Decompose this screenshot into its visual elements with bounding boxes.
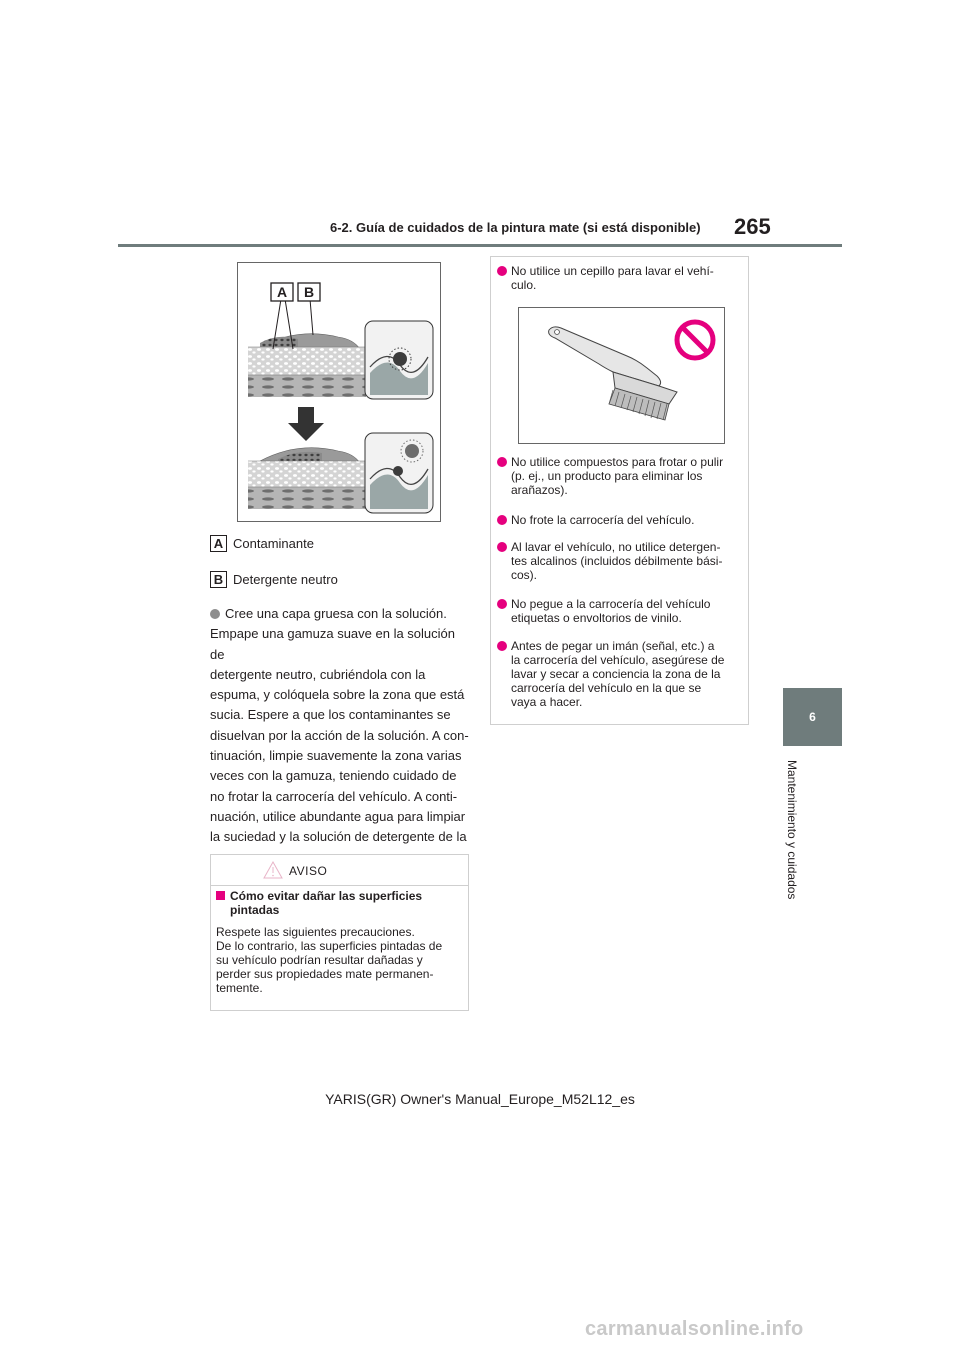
list-item-line: No utilice compuestos para frotar o pulir bbox=[511, 455, 724, 469]
list-item-line: vaya a hacer. bbox=[511, 695, 583, 709]
warning-body-line: Respete las siguientes precauciones. bbox=[216, 925, 415, 939]
gray-bullet-icon bbox=[210, 609, 220, 619]
warning-box bbox=[210, 854, 469, 1011]
list-item-line: Antes de pegar un imán (señal, etc.) a bbox=[511, 639, 715, 653]
list-item-line: carrocería del vehículo en la que se bbox=[511, 681, 702, 695]
callout-labels bbox=[271, 283, 320, 301]
instruction-lead bbox=[210, 604, 470, 624]
magenta-bullet-icon bbox=[497, 515, 507, 525]
caution-list-box bbox=[490, 256, 749, 725]
warning-body-line: De lo contrario, las superficies pintadas de bbox=[216, 939, 443, 953]
warning-title: AVISO bbox=[289, 864, 328, 878]
list-item-line: Al lavar el vehículo, no utilice detergen- bbox=[511, 540, 721, 554]
down-arrow-icon bbox=[288, 407, 324, 441]
list-item bbox=[497, 540, 741, 582]
chapter-tab-label bbox=[785, 760, 815, 920]
warning-triangle-icon bbox=[263, 861, 283, 879]
legend-letter-a: A bbox=[210, 535, 227, 552]
list-item-line: No frote la carrocería del vehículo. bbox=[511, 513, 695, 527]
instruction-line: veces con la gamuza, teniendo cuidado de bbox=[210, 768, 457, 784]
magnified-view-lower bbox=[365, 433, 433, 513]
prohibition-icon bbox=[677, 322, 713, 358]
warning-body-line: perder sus propiedades mate permanen- bbox=[216, 967, 434, 981]
instruction-line: detergente neutro, cubriéndola con la bbox=[210, 666, 426, 682]
instruction-paragraph bbox=[210, 604, 470, 868]
list-item-line: No utilice un cepillo para lavar el vehí- bbox=[511, 264, 714, 278]
list-item bbox=[497, 264, 741, 292]
warning-body-line: su vehículo podrían resultar dañadas y bbox=[216, 953, 423, 967]
brush-icon bbox=[549, 327, 677, 420]
instruction-line: nuación, utilice abundante agua para limpiar bbox=[210, 808, 466, 824]
list-item-line: lavar y secar a conciencia la zona de la bbox=[511, 667, 721, 681]
list-item-line: arañazos). bbox=[511, 483, 568, 497]
warning-body bbox=[216, 925, 461, 995]
instruction-line: no frotar la carrocería del vehículo. A conti- bbox=[210, 788, 458, 804]
section-title: 6-2. Guía de cuidados de la pintura mate (si está disponible) bbox=[330, 220, 701, 235]
instruction-lead-text: Cree una capa gruesa con la solución. bbox=[225, 606, 447, 621]
legend-letter-b: B bbox=[210, 571, 227, 588]
list-item-line: cos). bbox=[511, 568, 538, 582]
instruction-line: la suciedad y la solución de detergente de la bbox=[210, 829, 467, 845]
instruction-line: disuelvan por la acción de la solución. A con- bbox=[210, 727, 469, 743]
contaminant-illustration bbox=[237, 262, 441, 522]
magenta-bullet-icon bbox=[497, 599, 507, 609]
list-item bbox=[497, 597, 741, 625]
magenta-bullet-icon bbox=[497, 266, 507, 276]
manual-footer: YARIS(GR) Owner's Manual_Europe_M52L12_es bbox=[325, 1091, 635, 1107]
callout-b-text: B bbox=[303, 284, 315, 300]
prohibited-brush-diagram bbox=[519, 308, 724, 443]
magenta-bullet-icon bbox=[497, 457, 507, 467]
list-item-line: tes alcalinos (incluidos débilmente bási- bbox=[511, 554, 723, 568]
instruction-line: espuma, y colóquela sobre la zona que está bbox=[210, 687, 465, 703]
chapter-tab-text: Mantenimiento y cuidados bbox=[785, 760, 799, 900]
list-item bbox=[497, 513, 741, 527]
brush-illustration bbox=[518, 307, 725, 444]
instruction-line: tinuación, limpie suavemente la zona varias bbox=[210, 748, 462, 764]
chapter-tab-number[interactable]: 6 bbox=[783, 688, 842, 746]
legend-text-b: Detergente neutro bbox=[233, 572, 338, 587]
warning-subtitle bbox=[216, 889, 461, 917]
legend-text-a: Contaminante bbox=[233, 536, 314, 551]
list-item bbox=[497, 639, 741, 709]
warning-body-line: temente. bbox=[216, 981, 263, 995]
magnified-view-upper bbox=[365, 321, 433, 399]
lower-layers bbox=[248, 448, 366, 509]
paint-layer-diagram bbox=[238, 263, 440, 521]
upper-layers bbox=[248, 334, 366, 397]
site-watermark[interactable]: carmanualsonline.info bbox=[585, 1318, 804, 1340]
list-item-line: la carrocería del vehículo, asegúrese de bbox=[511, 653, 725, 667]
callout-a-text: A bbox=[276, 284, 288, 300]
instruction-line: Empape una gamuza suave en la solución de bbox=[210, 626, 455, 662]
warning-header bbox=[211, 855, 468, 886]
legend-item-detergent bbox=[210, 571, 338, 588]
list-item-line: culo. bbox=[511, 278, 537, 292]
list-item-line: No pegue a la carrocería del vehículo bbox=[511, 597, 711, 611]
legend-item-contaminant bbox=[210, 535, 314, 552]
magenta-bullet-icon bbox=[497, 641, 507, 651]
page-number: 265 bbox=[734, 214, 771, 239]
list-item-line: etiquetas o envoltorios de vinilo. bbox=[511, 611, 682, 625]
list-item-line: (p. ej., un producto para eliminar los bbox=[511, 469, 703, 483]
header-rule bbox=[118, 244, 842, 247]
magenta-square-icon bbox=[216, 891, 225, 900]
magenta-bullet-icon bbox=[497, 542, 507, 552]
instruction-line: sucia. Espere a que los contaminantes se bbox=[210, 707, 451, 723]
warning-subtitle-line: pintadas bbox=[230, 903, 280, 917]
list-item bbox=[497, 455, 741, 497]
warning-subtitle-line: Cómo evitar dañar las superficies bbox=[230, 889, 423, 903]
